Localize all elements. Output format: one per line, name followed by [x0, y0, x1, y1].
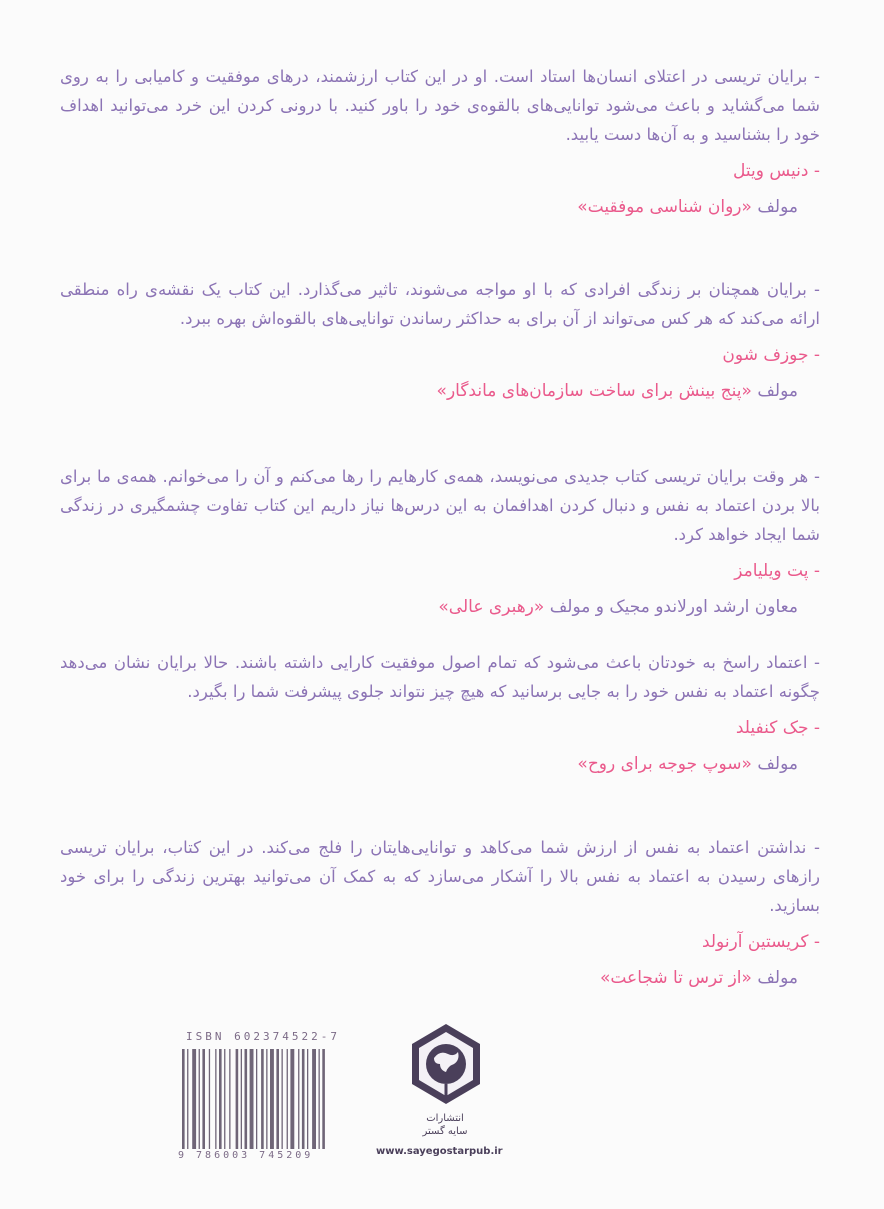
- quote-author: - پت ویلیامز: [734, 561, 820, 581]
- publisher-website: www.sayegostarpub.ir: [376, 1146, 503, 1157]
- book-prefix: مولف: [757, 197, 798, 217]
- quote-author: - کریستین آرنولد: [701, 932, 820, 952]
- book-title: «پنج بینش برای ساخت سازمان‌های ماندگار»: [436, 381, 752, 401]
- quote-book: [60, 193, 798, 221]
- book-prefix: مولف: [757, 381, 798, 401]
- quote-book: [60, 377, 798, 405]
- book-title: «از ترس تا شجاعت»: [599, 968, 752, 988]
- quote-text: - هر وقت برایان تریسی کتاب جدیدی می‌نویسد، همه‌ی کارهایم را رها می‌کنم و آن را می‌خوانم. همه‌ی ما برای بالا بردن اعتماد به نفس و دنبال کردن اهدافمان به این درس‌ها نیاز داریم این کتاب تفاوت چشمگیری در زندگی شما ایجاد خواهد کرد.: [60, 467, 820, 544]
- publisher-line-1: انتشارات: [426, 1113, 464, 1124]
- quote-text: - نداشتن اعتماد به نفس از ارزش شما می‌کاهد و توانایی‌هایتان را فلج می‌کند. در این کتاب، برایان تریسی رازهای رسیدن به اعتماد به نفس بالا را آشکار می‌سازد که به کمک آن می‌توانید بهترین زندگی را برای خود بسازید.: [60, 838, 820, 915]
- barcode: [178, 1035, 336, 1153]
- quote-text: - برایان تریسی در اعتلای انسان‌ها استاد است. او در این کتاب ارزشمند، درهای موفقیت و کامیابی را به روی شما می‌گشاید و باعث می‌شود توانایی‌های بالقوه‌ی خود را باور کنید. با درونی کردن این خرد می‌توانید اهداف خود را بشناسید و به آن‌ها دست یابید.: [60, 67, 820, 144]
- book-title: «سوپ جوجه برای روح»: [577, 754, 752, 774]
- endorsement-quote: [60, 648, 820, 778]
- publisher-line-2: سایه گستر: [422, 1126, 468, 1137]
- publisher-logo-icon: [408, 1022, 484, 1112]
- quote-book: [60, 964, 798, 992]
- book-prefix: معاون ارشد اورلاندو مجیک و مولف: [549, 597, 798, 617]
- book-title: «رهبری عالی»: [438, 597, 545, 617]
- quote-text: - برایان همچنان بر زندگی افرادی که با او مواجه می‌شوند، تاثیر می‌گذارد. این کتاب یک نقشه‌ی راه منطقی ارائه می‌کند که هر کس می‌تواند از آن برای به حداکثر رساندن توانایی‌های بالقوه‌اش بهره ببرد.: [60, 280, 820, 328]
- book-prefix: مولف: [757, 754, 798, 774]
- endorsement-quote: [60, 833, 820, 992]
- isbn-digits: 9 786003 745209: [178, 1150, 314, 1161]
- quote-text: - اعتماد راسخ به خودتان باعث می‌شود که تمام اصول موفقیت کارایی داشته باشند. حالا برایان نشان می‌دهد چگونه اعتماد به نفس خود را به جایی برسانید که هیچ چیز نتواند جلوی پیشرفت شما را بگیرد.: [60, 653, 820, 701]
- quote-author: - جک کنفیلد: [735, 718, 820, 738]
- endorsement-quote: [60, 275, 820, 405]
- book-prefix: مولف: [757, 968, 798, 988]
- publisher-name: [380, 1112, 510, 1138]
- quote-author: - دنیس ویتل: [733, 161, 820, 181]
- quote-book: [60, 750, 798, 778]
- endorsement-quote: [60, 462, 820, 621]
- isbn-label: ISBN 602374522-7: [186, 1030, 340, 1043]
- book-title: «روان شناسی موفقیت»: [577, 197, 752, 217]
- quote-book: [60, 593, 798, 621]
- quote-author: - جوزف شون: [722, 345, 820, 365]
- endorsement-quote: [60, 62, 820, 221]
